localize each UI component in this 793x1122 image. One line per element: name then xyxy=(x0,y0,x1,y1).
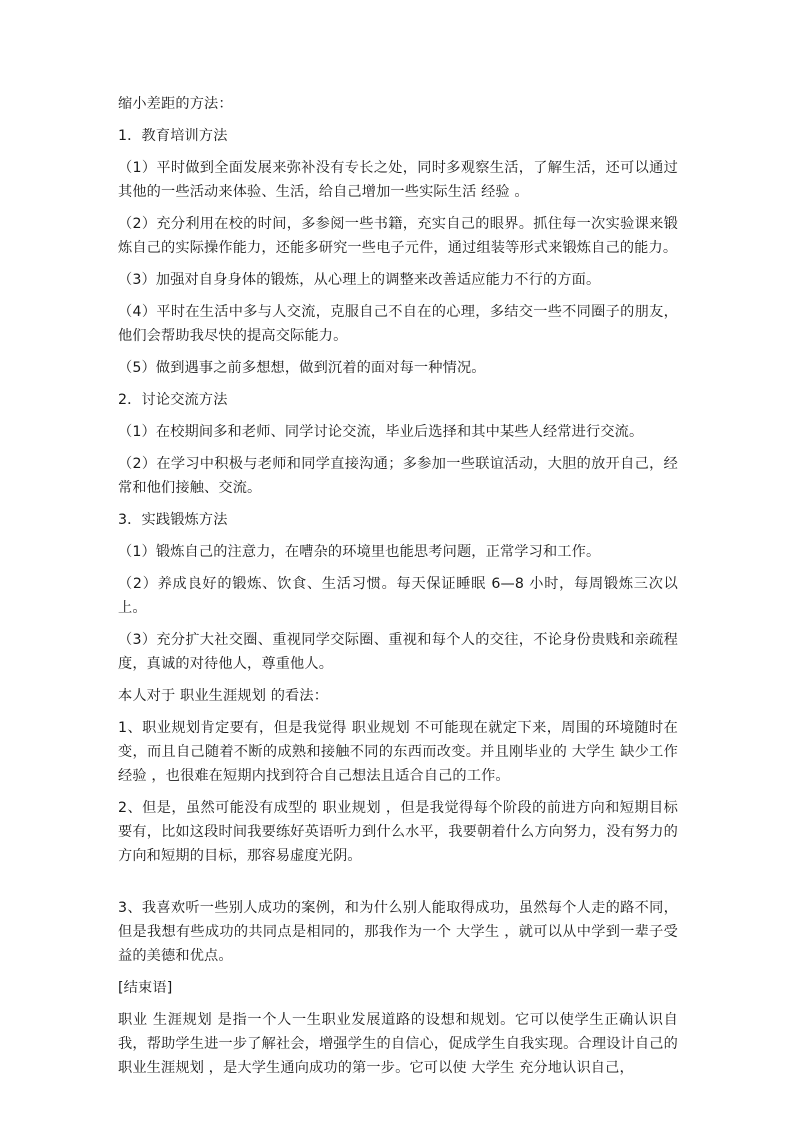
section-heading-conclusion: [结束语] xyxy=(118,980,173,996)
subheading-practice: 3．实践锻炼方法 xyxy=(118,512,228,528)
section-heading-methods: 缩小差距的方法： xyxy=(118,96,233,112)
paragraph: （2）养成良好的锻炼、饮食、生活习惯。每天保证睡眠 6—8 小时，每周锻炼三次以上。 xyxy=(118,576,678,616)
paragraph: （3）加强对自身身体的锻炼，从心理上的调整来改善适应能力不行的方面。 xyxy=(118,272,601,288)
blank-line xyxy=(118,876,678,896)
paragraph: 1、职业规划肯定要有，但是我觉得 职业规划 不可能现在就定下来，周围的环境随时在变，而且自己随着不断的成熟和接触不同的东西而改变。并且刚毕业的 大学生 缺少工作 经验 ，也很难在短期内找到符合自己想法且适合自己的工作。 xyxy=(118,720,678,784)
paragraph: （5）做到遇事之前多想想，做到沉着的面对每一种情况。 xyxy=(118,360,486,376)
paragraph: （2）在学习中积极与老师和同学直接沟通；多参加一些联谊活动，大胆的放开自己，经常和他们接触、交流。 xyxy=(118,456,678,496)
paragraph: 职业 生涯规划 是指一个人一生职业发展道路的设想和规划。它可以使学生正确认识自我，帮助学生进一步了解社会，增强学生的自信心，促成学生自我实现。合理设计自己的 职业生涯规划 ，是大学生通向成功的第一步。它可以使 大学生 充分地认识自己， xyxy=(118,1012,678,1076)
section-heading-views: 本人对于 职业生涯规划 的看法： xyxy=(118,688,329,704)
paragraph: （2）充分利用在校的时间，多参阅一些书籍，充实自己的眼界。抓住每一次实验课来锻炼自己的实际操作能力，还能多研究一些电子元件，通过组装等形式来锻炼自己的能力。 xyxy=(118,216,678,256)
subheading-discussion: 2．讨论交流方法 xyxy=(118,392,228,408)
subheading-education-training: 1．教育培训方法 xyxy=(118,128,228,144)
document-page xyxy=(118,92,678,1088)
paragraph: （1）锻炼自己的注意力，在嘈杂的环境里也能思考问题，正常学习和工作。 xyxy=(118,544,601,560)
paragraph: （3）充分扩大社交圈、重视同学交际圈、重视和每个人的交往，不论身份贵贱和亲疏程度，真诚的对待他人，尊重他人。 xyxy=(118,632,678,672)
paragraph: （1）平时做到全面发展来弥补没有专长之处，同时多观察生活，了解生活，还可以通过其他的一些活动来体验、生活，给自己增加一些实际生活 经验 。 xyxy=(118,160,678,200)
paragraph: 2、但是，虽然可能没有成型的 职业规划 ，但是我觉得每个阶段的前进方向和短期目标要有，比如这段时间我要练好英语听力到什么水平，我要朝着什么方向努力，没有努力的方向和短期的目标，那容易虚度光阴。 xyxy=(118,800,678,864)
paragraph: 3、我喜欢听一些别人成功的案例，和为什么别人能取得成功，虽然每个人走的路不同，但是我想有些成功的共同点是相同的，那我作为一个 大学生 ，就可以从中学到一辈子受益的美德和优点。 xyxy=(118,900,678,964)
paragraph: （1）在校期间多和老师、同学讨论交流，毕业后选择和其中某些人经常进行交流。 xyxy=(118,424,644,440)
paragraph: （4）平时在生活中多与人交流，克服自己不自在的心理，多结交一些不同圈子的朋友，他们会帮助我尽快的提高交际能力。 xyxy=(118,304,678,344)
